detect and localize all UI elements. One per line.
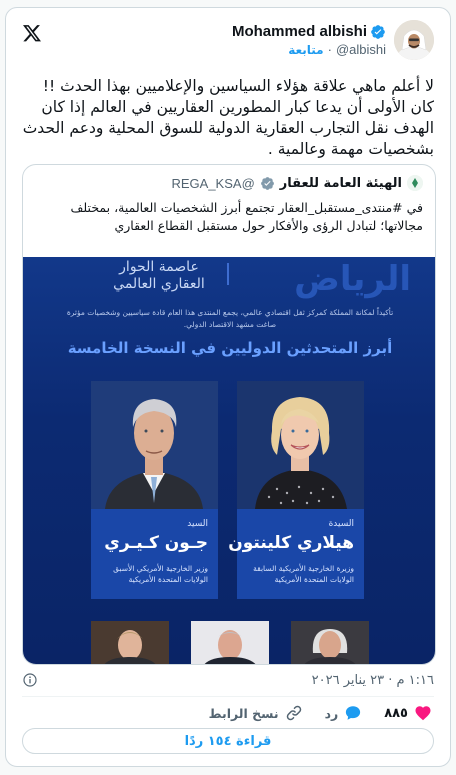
reply-bubble-icon	[344, 704, 362, 722]
reply-label: رد	[324, 705, 339, 721]
speaker-card-2	[91, 509, 218, 599]
speaker-2-role	[97, 563, 208, 585]
quoted-text: في #منتدى_مستقبل_العقار تجتمع أبرز الشخصيات العالمية، بمختلف مجالاتها؛ لتبادل الرؤى والأفكار حول مستقبل القطاع العقاري	[70, 200, 423, 233]
heart-icon	[414, 704, 432, 722]
link-icon	[285, 704, 303, 722]
poster-forum-line1: عاصمة الحوار	[119, 259, 199, 275]
speaker-thumb-5	[291, 621, 369, 665]
info-icon[interactable]	[22, 672, 38, 688]
speaker-photo-1	[237, 381, 364, 509]
speaker-2-role-line2: الولايات المتحدة الأمريكية	[128, 575, 208, 584]
poster-separator	[227, 263, 229, 285]
author-handle[interactable]: @albishi	[335, 42, 386, 57]
speaker-1-role-line2: الولايات المتحدة الأمريكية	[274, 575, 354, 584]
quoted-header	[171, 175, 423, 191]
tweet-timestamp[interactable]: ١:١٦ م · ٢٣ يناير ٢٠٢٦	[311, 672, 434, 688]
speaker-card-1	[228, 509, 364, 599]
separator-dot: ·	[327, 42, 332, 57]
speaker-1-title: السيدة	[328, 519, 354, 529]
author-name-row	[232, 23, 386, 40]
rega-logo-icon	[407, 175, 423, 191]
speaker-2-name: جـون كـيـري	[104, 533, 208, 553]
speaker-thumb-4	[191, 621, 269, 665]
tweet-actions	[209, 702, 432, 724]
quoted-media-image[interactable]	[23, 257, 436, 665]
verified-badge-icon	[370, 24, 386, 40]
speaker-1-name: هيلاري كلينتون	[228, 533, 354, 553]
poster-forum-line2: العقاري العالمي	[113, 276, 205, 292]
tweet-card	[5, 7, 451, 767]
speaker-photo-2	[91, 381, 218, 509]
poster-forum-name	[95, 259, 223, 293]
x-logo-icon[interactable]	[22, 23, 42, 43]
like-count: ٨٨٥	[384, 705, 408, 721]
speaker-2-title: السيد	[187, 519, 208, 529]
poster-speakers-title: أبرز المتحدثين الدوليين في النسخة الخامسة	[67, 339, 393, 357]
speaker-1-role	[243, 563, 354, 585]
poster-description: تأكيداً لمكانة المملكة كمركز ثقل اقتصادي عالمي، يجمع المنتدى هذا العام قادة سياسيين وشخصيات مؤثرة صاغت مشهد الاقتصاد الدولي.	[66, 308, 394, 329]
follow-button[interactable]: متابعة	[288, 42, 324, 57]
read-replies-button[interactable]: قراءة ١٥٤ ردًا	[22, 728, 434, 754]
tweet-meta	[22, 671, 434, 689]
quoted-author-name[interactable]: الهيئة العامة للعقار	[279, 175, 402, 191]
speaker-thumb-3	[91, 621, 169, 665]
author-info	[232, 23, 386, 57]
author-avatar[interactable]	[394, 20, 434, 60]
quoted-author-handle[interactable]: @REGA_KSA	[171, 175, 255, 191]
tweet-text: لا أعلم ماهي علاقة هؤلاء السياسين والإعلاميين بهذا الحدث !! كان الأولى أن يدعا كبار المطورين العقاريين في العالم إذا كان الهدف نقل التجارب العقارية الدولية للسوق المحلية ودعم الحدث بشخصيات مهمة وعالمية .	[22, 77, 434, 158]
author-name[interactable]: Mohammed albishi	[231, 23, 367, 40]
reply-button[interactable]	[325, 704, 363, 722]
like-button[interactable]	[384, 704, 432, 722]
speaker-1-role-line1: وزيرة الخارجية الأمريكية السابقة	[253, 564, 354, 573]
copy-link-button[interactable]	[209, 704, 303, 722]
author-handle-row	[288, 42, 386, 57]
quoted-tweet[interactable]	[22, 164, 436, 665]
avatar-image	[394, 20, 434, 60]
government-badge-icon	[260, 176, 275, 191]
speaker-2-role-line1: وزير الخارجية الأمريكي الأسبق	[113, 564, 208, 573]
copy-link-label: نسخ الرابط	[208, 705, 279, 721]
tweet-header	[232, 20, 434, 60]
divider	[22, 696, 434, 697]
poster-city: الرياض	[294, 259, 411, 299]
